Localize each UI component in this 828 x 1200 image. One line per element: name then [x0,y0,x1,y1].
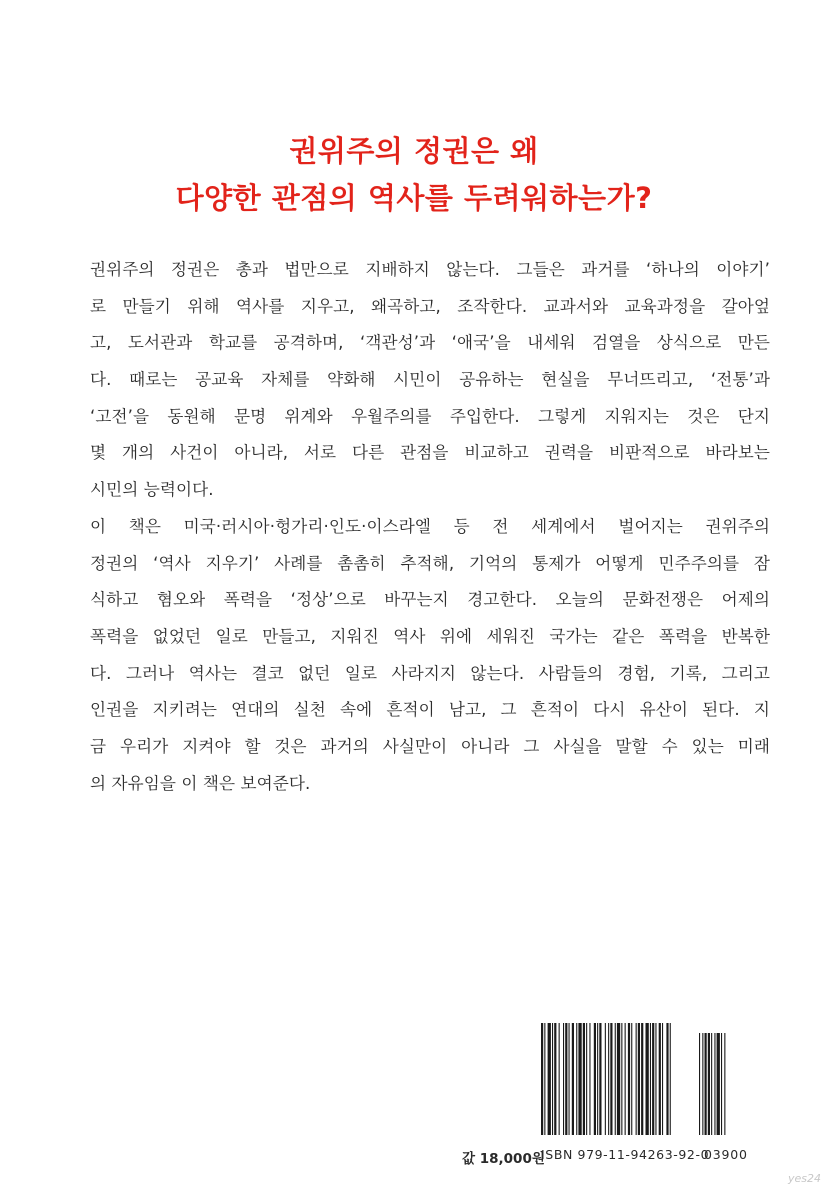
paragraph-1-line: 고, 도서관과 학교를 공격하며, ‘객관성’과 ‘애국’을 내세워 검열을 상식으로 만든 [90,333,770,353]
barcode-bar [559,1023,560,1135]
headline-line-2: 다양한 관점의 역사를 두려워하는가? [175,181,653,215]
barcode-bar [650,1023,651,1135]
barcode-addon-bar [705,1033,707,1135]
barcode-bar [586,1023,587,1135]
barcode-bar [599,1023,601,1135]
barcode-bar [576,1023,577,1135]
barcode-bar [646,1023,649,1135]
barcode-addon-bar [721,1033,722,1135]
paragraph-2-line: 폭력을 없었던 일로 만들고, 지워진 역사 위에 세워진 국가는 같은 폭력을 반복한 [90,626,770,646]
isbn-number: ISBN 979-11-94263-92-0 [541,1147,710,1162]
barcode-bar [666,1023,668,1135]
barcode-bar [565,1023,567,1135]
paragraph-1-line: 권위주의 정권은 총과 법만으로 지배하지 않는다. 그들은 과거를 ‘하나의 이야기’ [90,260,770,279]
paragraph-1-line: 몇 개의 사건이 아니라, 서로 다른 관점을 비교하고 권력을 비판적으로 바라보는 [90,443,770,463]
barcode-bar [638,1023,640,1135]
barcode-bar [631,1023,632,1135]
barcode-image [539,1023,739,1135]
barcode-bar [670,1023,671,1135]
barcode-bar [589,1023,590,1135]
barcode-addon-bar [714,1033,715,1135]
paragraph-2-line: 의 자유임을 이 책은 보여준다. [90,773,311,793]
barcode-addon-bar [702,1033,703,1135]
price-label: 값 18,000원 [462,1151,545,1167]
barcode-bar [597,1023,598,1135]
barcode-bar [548,1023,551,1135]
barcode-bar [621,1023,622,1135]
paragraph-1-line: ‘고전’을 동원해 문명 위계와 우월주의를 주입한다. 그렇게 지워지는 것은 단지 [90,406,770,426]
paragraph-1-line: 시민의 능력이다. [90,480,214,500]
barcode-bar [572,1023,574,1135]
paragraph-2-line: 인권을 지키려는 연대의 실천 속에 흔적이 남고, 그 흔적이 다시 유산이 된다. 지 [90,700,770,720]
watermark-logo: yes24 [788,1172,822,1185]
barcode-bar [552,1023,553,1135]
barcode-bar [615,1023,616,1135]
paragraph-2-line: 정권의 ‘역사 지우기’ 사례를 촘촘히 추적해, 기억의 통제가 어떻게 민주주의를 잠 [90,553,770,573]
barcode-bar [578,1023,581,1135]
barcode-bar [652,1023,654,1135]
barcode-bar [662,1023,663,1135]
barcode-bar [608,1023,609,1135]
description-text [90,252,770,802]
barcode-bar [569,1023,570,1135]
barcode-bar [541,1023,543,1135]
paragraph-2-line: 식하고 혐오와 폭력을 ‘정상’으로 바꾸는지 경고한다. 오늘의 문화전쟁은 어제의 [90,590,770,610]
paragraph-2-line: 이 책은 미국·러시아·헝가리·인도·이스라엘 등 전 세계에서 벌어지는 권위주의 [90,516,770,536]
barcode-bar [636,1023,637,1135]
barcode-bar [544,1023,545,1135]
barcode-addon-bar [724,1033,725,1135]
headline-line-1: 권위주의 정권은 왜 [289,134,539,168]
paragraph-1-line: 로 만들기 위해 역사를 지우고, 왜곡하고, 조작한다. 교과서와 교육과정을 갈아엎 [90,296,770,316]
barcode-bar [563,1023,564,1135]
paragraph-1-line: 다. 때로는 공교육 자체를 약화해 시민이 공유하는 현실을 무너뜨리고, ‘전통’과 [90,370,770,390]
paragraph-2-line: 다. 그러나 역사는 결코 없던 일로 사라지지 않는다. 사람들의 경험, 기록, 그리고 [90,663,770,683]
barcode-bar [655,1023,656,1135]
barcode-addon-bar [708,1033,710,1135]
barcode-bar [641,1023,643,1135]
barcode-bar [610,1023,612,1135]
headline [0,128,828,222]
barcode-bar [605,1023,606,1135]
isbn-addon-code: 03900 [704,1147,748,1162]
barcode-bar [583,1023,585,1135]
barcode-addon-bar [711,1033,712,1135]
barcode-addon-bar [699,1033,700,1135]
barcode-bar [659,1023,661,1135]
barcode-bar [594,1023,596,1135]
paragraph-2-line: 금 우리가 지켜야 할 것은 과거의 사실만이 아니라 그 사실을 말할 수 있는 미래 [90,736,770,756]
barcode-bar [554,1023,556,1135]
barcode-bar [625,1023,626,1135]
barcode-bar [628,1023,630,1135]
barcode-bar [617,1023,620,1135]
barcode-addon-bar [717,1033,720,1135]
